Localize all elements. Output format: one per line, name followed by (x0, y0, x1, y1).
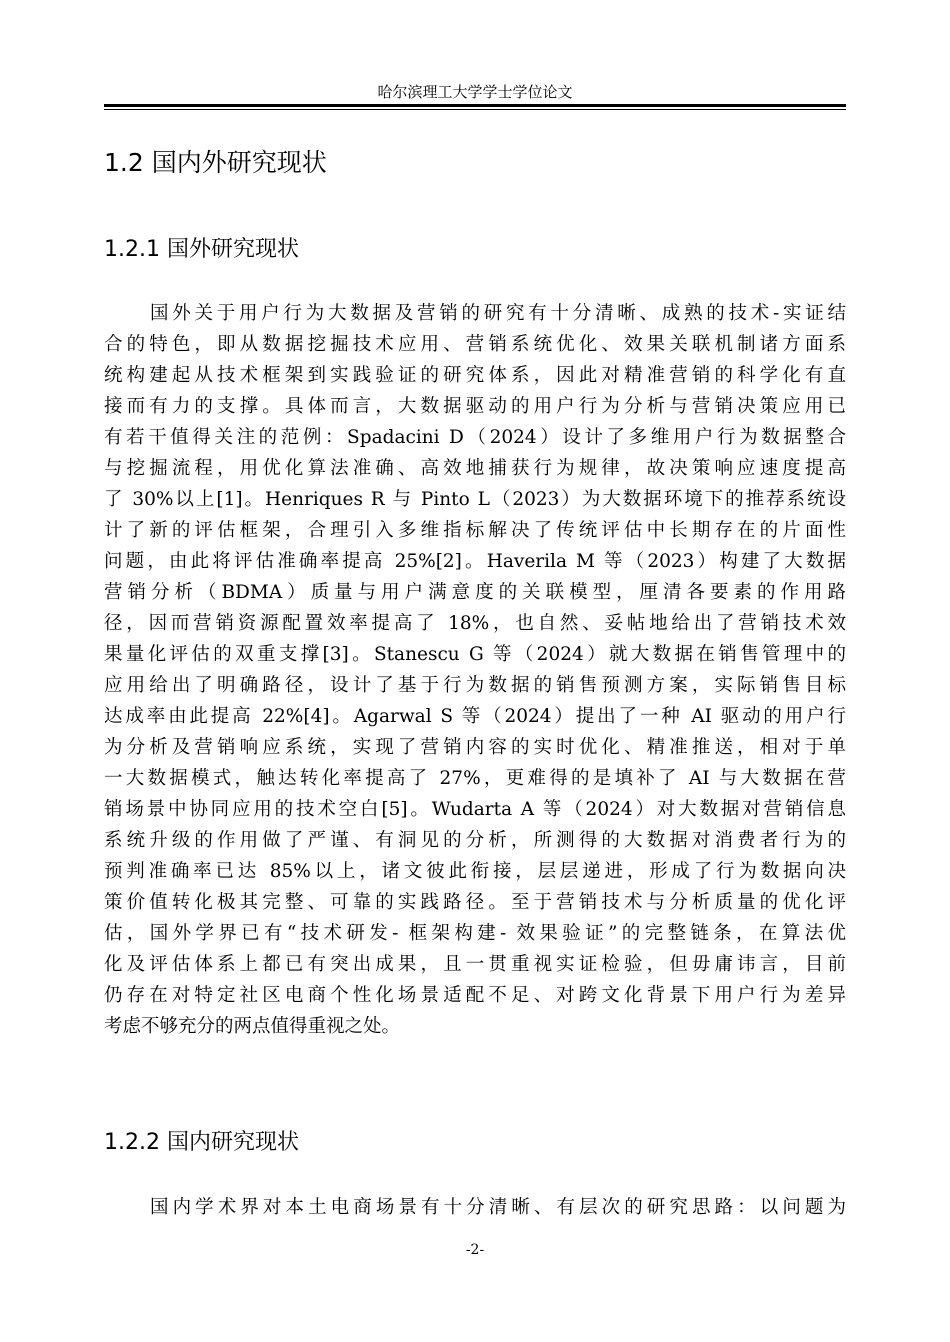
paragraph-line: 估，国外学界已有“技术研发- 框架构建- 效果验证”的完整链条，在算法优 (104, 923, 846, 944)
paragraph-line: 国内学术界对本土电商场景有十分清晰、有层次的研究思路：以问题为 (150, 1197, 846, 1218)
paragraph-line: 化及评估体系上都已有突出成果，且一贯重视实证检验，但毋庸讳言，目前 (104, 954, 846, 975)
paragraph-line: 果量化评估的双重支撑[3]。Stanescu G 等（2024）就大数据在销售管理中的 (104, 644, 846, 665)
paragraph-line: 预判准确率已达 85%以上，诸文彼此衔接，层层递进，形成了行为数据向决 (104, 861, 846, 882)
paragraph-line: 计了新的评估框架，合理引入多维指标解决了传统评估中长期存在的片面性 (104, 520, 846, 541)
paragraph-line: 系统升级的作用做了严谨、有洞见的分析，所测得的大数据对消费者行为的 (104, 830, 846, 851)
paragraph-line: 国外关于用户行为大数据及营销的研究有十分清晰、成熟的技术-实证结 (150, 303, 846, 324)
section-heading: 1.2 国内外研究现状 (104, 148, 327, 177)
paragraph-line: 应用给出了明确路径，设计了基于行为数据的销售预测方案，实际销售目标 (104, 675, 846, 696)
header-rule-thin (104, 109, 846, 110)
paragraph-line: 合的特色，即从数据挖掘技术应用、营销系统优化、效果关联机制诸方面系 (104, 334, 846, 355)
paragraph-line: 策价值转化极其完整、可靠的实践路径。至于营销技术与分析质量的优化评 (104, 892, 846, 913)
paragraph-line: 仍存在对特定社区电商个性化场景适配不足、对跨文化背景下用户行为差异 (104, 985, 846, 1006)
paragraph-line: 营销分析（BDMA）质量与用户满意度的关联模型，厘清各要素的作用路 (104, 582, 846, 603)
paragraph-line: 为分析及营销响应系统，实现了营销内容的实时优化、精准推送，相对于单 (104, 737, 846, 758)
paragraph-line: 问题，由此将评估准确率提高 25%[2]。Haverila M 等（2023）构建了大数据 (104, 551, 846, 572)
paragraph-line: 销场景中协同应用的技术空白[5]。Wudarta A 等（2024）对大数据对营销信息 (104, 799, 846, 820)
paragraph-line: 考虑不够充分的两点值得重视之处。 (104, 1016, 401, 1037)
header-rule-thick (104, 104, 846, 107)
paragraph-line: 有若干值得关注的范例：Spadacini D（2024）设计了多维用户行为数据整合 (104, 427, 846, 448)
paragraph-line: 接而有力的支撑。具体而言，大数据驱动的用户行为分析与营销决策应用已 (104, 396, 846, 417)
paragraph-line: 一大数据模式，触达转化率提高了 27%，更难得的是填补了 AI 与大数据在营 (104, 768, 846, 789)
paragraph-line: 达成率由此提高 22%[4]。Agarwal S 等（2024）提出了一种 AI 驱动的用户行 (104, 706, 846, 727)
running-header-title: 哈尔滨理工大学学士学位论文 (377, 83, 573, 101)
paragraph-line: 与挖掘流程，用优化算法准确、高效地捕获行为规律，故决策响应速度提高 (104, 458, 846, 479)
subsection-heading-domestic: 1.2.2 国内研究现状 (104, 1130, 299, 1155)
subsection-heading-foreign: 1.2.1 国外研究现状 (104, 237, 299, 262)
paragraph-line: 了 30%以上[1]。Henriques R 与 Pinto L（2023）为大数据环境下的推荐系统设 (104, 489, 846, 510)
paragraph-line: 统构建起从技术框架到实践验证的研究体系，因此对精准营销的科学化有直 (104, 365, 846, 386)
paragraph-line: 径，因而营销资源配置效率提高了 18%，也自然、妥帖地给出了营销技术效 (104, 613, 846, 634)
page-number: -2- (465, 1242, 485, 1258)
